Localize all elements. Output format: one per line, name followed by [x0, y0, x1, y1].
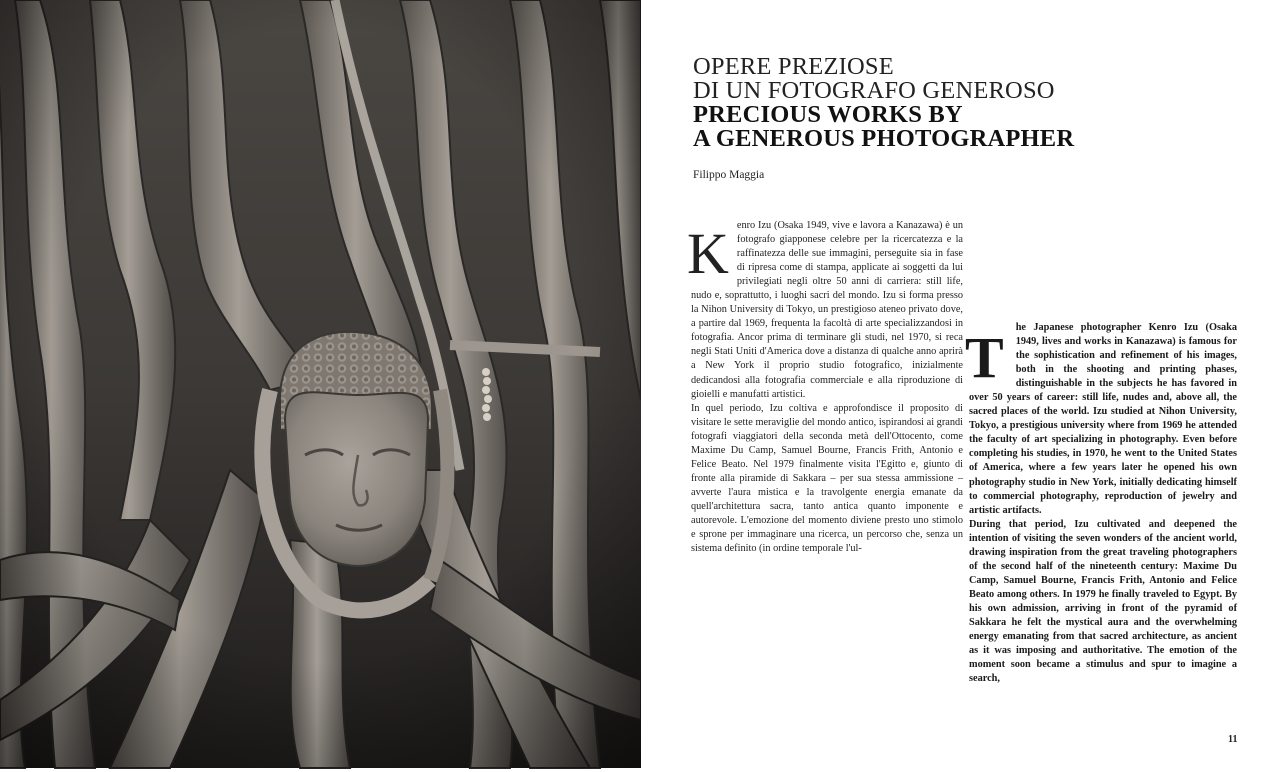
italian-dropcap: K — [687, 221, 729, 286]
buddha-tree-photo — [0, 0, 641, 768]
italian-paragraph-2: In quel periodo, Izu coltiva e approfondisce il proposito di visitare le sette meraviglie del mondo antico, ispirandosi ai grandi fotografi viaggiatori della seconda metà dell'Ottocento, come Maxime Du Camp, Samuel Bourne, Francis Frith, Antonio e Felice Beato. Nel 1979 finalmente visita l'Egitto e, giunto di fronte alla piramide di Sakkara – per sua stessa ammissione – avverte l'aura mistica e la travolgente energia emanate da quell'architettura sacra, tanto antica quanto imponente e autorevole. L'emozione del momento diviene presto uno stimolo e sprone per immaginare una ricerca, un percorso che, senza un sistema definito (in ordine temporale l'ul- — [691, 402, 963, 555]
title-english-line-2: A GENEROUS PHOTOGRAPHER — [693, 125, 1075, 152]
title-english-line-1: PRECIOUS WORKS BY — [693, 101, 963, 128]
english-paragraph-1: he Japanese photographer Kenro Izu (Osaka 1949, lives and works in Kanazawa) is famous for the sophistication and refinement of his images, both in the shooting and printing phases, distinguishable in the subjects he has favored in over 50 years of career: still life, nudes and, above all, the sacred places of the world. Izu studied at Nihon University, Tokyo, a prestigious university where from 1969 he attended the faculty of art specializing in photography. Even before completing his studies, in 1970, he went to the United States of America, where a few years later he opened his own photography studio in New York, initially dedicating himself to commercial photography, reproduction of jewelry and artistic artifacts. — [969, 322, 1237, 516]
author-byline: Filippo Maggia — [693, 169, 765, 181]
english-paragraph-2: During that period, Izu cultivated and deepened the intention of visiting the seven wonders of the ancient world, drawing inspiration from the great traveling photographers of the second half of the nineteenth century: Maxime Du Camp, Samuel Bourne, Francis Frith, Antonio and Felice Beato among others. In 1979 he finally traveled to Egypt. By his own admission, arriving in front of the pyramid of Sakkara he felt the mystical aura and the overwhelming energy emanating from that sacred architecture, as ancient as it was imposing and authoritative. The emotion of the moment soon became a stimulus and spur to imagine a search, — [969, 518, 1237, 685]
english-dropcap: T — [965, 325, 1004, 390]
article-page — [641, 0, 1281, 768]
title-italian-line-2: DI UN FOTOGRAFO GENEROSO — [693, 77, 1055, 104]
title-italian-line-1: OPERE PREZIOSE — [693, 53, 894, 80]
page-number: 11 — [1228, 734, 1238, 745]
italian-column — [687, 219, 963, 619]
italian-paragraph-1: enro Izu (Osaka 1949, vive e lavora a Kanazawa) è un fotografo giapponese celebre per la ricercatezza e la raffinatezza delle sue immagini, perseguite sia in fase di ripresa come di stampa, applicate ai soggetti da lui privilegiati negli oltre 50 anni di carriera: still life, nudo e, soprattutto, i luoghi sacri del mondo. Izu si forma presso la Nihon University di Tokyo, un prestigioso ateneo privato dove, a partire dal 1969, frequenta la facoltà di arte specializzandosi in fotografia. Ancor prima di terminare gli studi, nel 1970, si reca negli Stati Uniti d'America dove a distanza di qualche anno aprirà a New York il proprio studio fotografico, inizialmente dedicandosi alla fotografia commerciale e alla riproduzione di gioielli e manufatti artistici. — [691, 220, 963, 400]
photo-illustration — [0, 0, 641, 768]
article-title — [693, 55, 1253, 151]
english-column — [965, 321, 1237, 723]
